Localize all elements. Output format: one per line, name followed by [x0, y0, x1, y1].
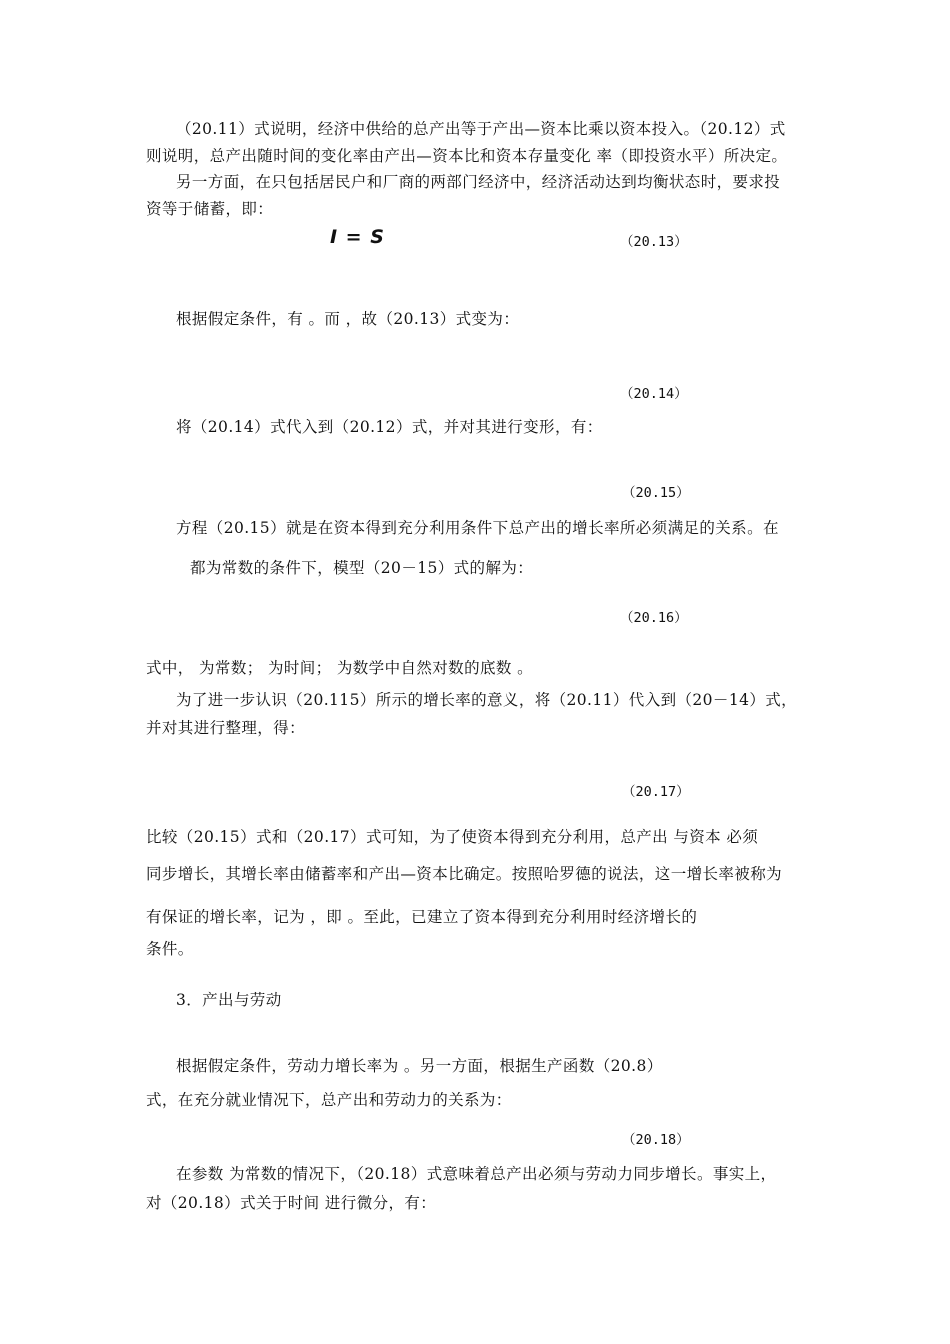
- formula-20-13: I = S: [330, 226, 385, 248]
- equation-number: （20.16）: [620, 610, 688, 626]
- paragraph-line: （20.11）式说明，经济中供给的总产出等于产出—资本比乘以资本投入。（20.12）式: [176, 120, 786, 138]
- paragraph-line: 并对其进行整理，得：: [146, 719, 306, 737]
- paragraph-line: 资等于储蓄，即：: [146, 200, 274, 218]
- paragraph-line: 式中， 为常数； 为时间； 为数学中自然对数的底数 。: [146, 659, 534, 677]
- paragraph-line: 另一方面，在只包括居民户和厂商的两部门经济中，经济活动达到均衡状态时，要求投: [176, 173, 781, 191]
- paragraph-line: 都为常数的条件下，模型（20－15）式的解为：: [190, 559, 534, 577]
- paragraph-line: 式，在充分就业情况下，总产出和劳动力的关系为：: [146, 1091, 512, 1109]
- paragraph-line: 方程（20.15）就是在资本得到充分利用条件下总产出的增长率所必须满足的关系。在: [176, 519, 779, 537]
- paragraph-line: 比较（20.15）式和（20.17）式可知，为了使资本得到充分利用，总产出 与资本 必须: [146, 828, 759, 846]
- paragraph-line: 根据假定条件，有 。而 ，故（20.13）式变为：: [176, 310, 520, 328]
- paragraph-line: 有保证的增长率，记为 ，即 。至此，已建立了资本得到充分利用时经济增长的: [146, 908, 698, 926]
- equation-number: （20.14）: [620, 386, 688, 402]
- paragraph-line: 对（20.18）式关于时间 进行微分，有：: [146, 1194, 437, 1212]
- equation-number: （20.13）: [620, 234, 688, 250]
- equation-number: （20.18）: [622, 1132, 690, 1148]
- paragraph-line: 则说明，总产出随时间的变化率由产出—资本比和资本存量变化 率（即投资水平）所决定。: [146, 147, 788, 165]
- equation-number: （20.17）: [622, 784, 690, 800]
- paragraph-line: 将（20.14）式代入到（20.12）式，并对其进行变形，有：: [176, 418, 603, 436]
- paragraph-line: 在参数 为常数的情况下，（20.18）式意味着总产出必须与劳动力同步增长。事实上，: [176, 1165, 777, 1183]
- section-heading: 3．产出与劳动: [176, 991, 282, 1009]
- equation-number: （20.15）: [622, 485, 690, 501]
- paragraph-line: 同步增长，其增长率由储蓄率和产出—资本比确定。按照哈罗德的说法，这一增长率被称为: [146, 865, 783, 883]
- paragraph-line: 为了进一步认识（20.115）所示的增长率的意义，将（20.11）代入到（20－14）式，: [176, 691, 798, 709]
- paragraph-line: 条件。: [146, 940, 194, 958]
- paragraph-line: 根据假定条件，劳动力增长率为 。另一方面，根据生产函数（20.8）: [176, 1057, 663, 1075]
